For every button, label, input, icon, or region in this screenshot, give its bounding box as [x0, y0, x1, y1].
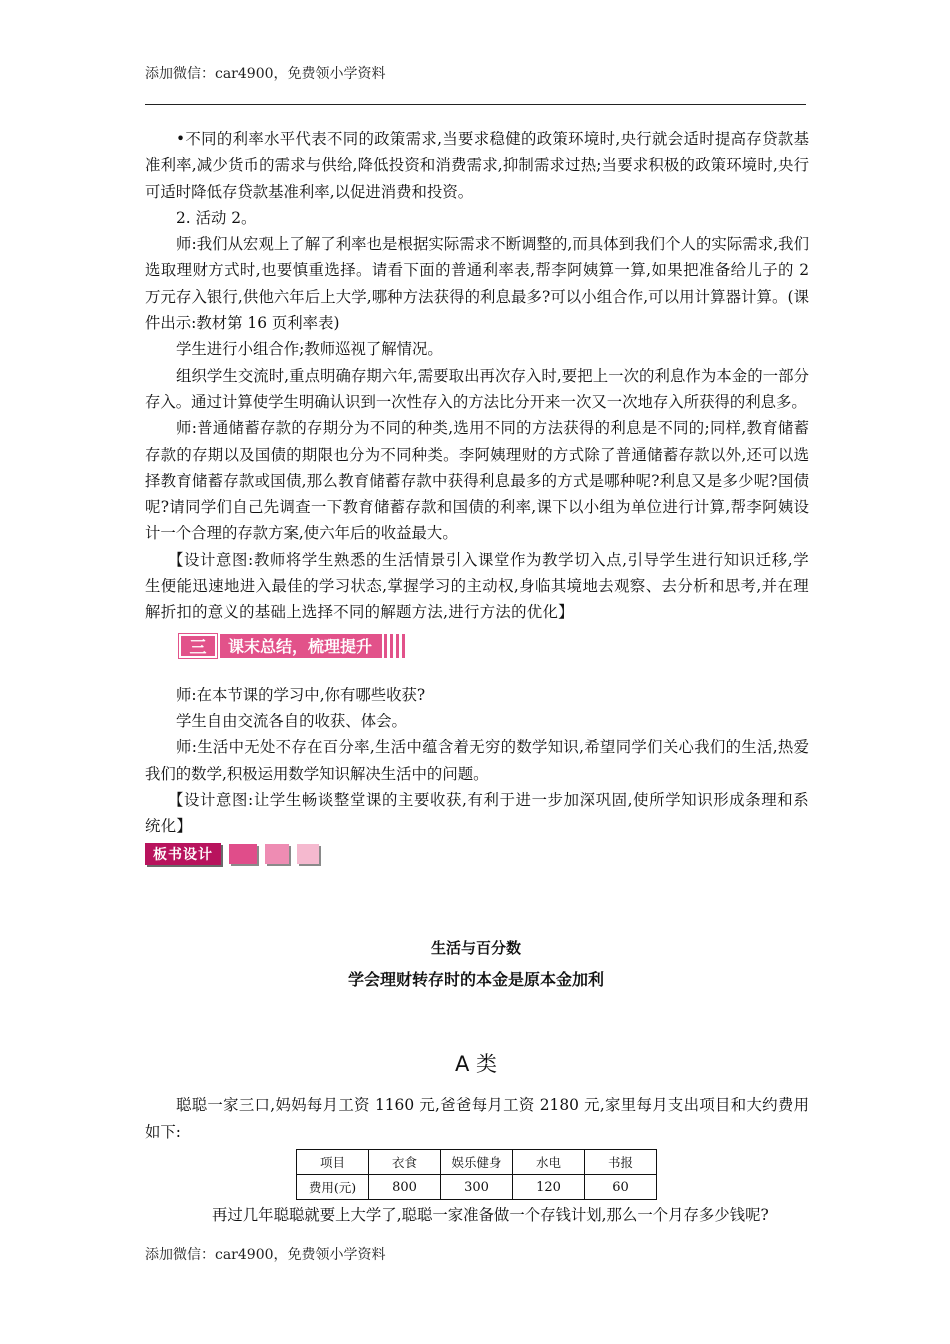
table-header-row — [297, 1150, 657, 1175]
table-header-cell: 衣食 — [369, 1150, 441, 1175]
section-banner — [179, 634, 809, 658]
design-intent-note: 【设计意图:教师将学生熟悉的生活情景引入课堂作为教学切入点,引导学生进行知识迁移,学生便能迅速地进入最佳的学习状态,掌握学习的主动权,身临其境地去观察、去分析和思考,并在理解折扣的意义的基础上选择不同的解题方法,进行方法的优化】 — [145, 550, 809, 622]
table-cell: 60 — [585, 1175, 657, 1200]
table-row — [297, 1175, 657, 1200]
page-footer: 添加微信：car4900，免费领小学资料 — [145, 1247, 386, 1263]
section-title: 课末总结，梳理提升 — [220, 634, 382, 658]
expense-table — [296, 1149, 657, 1200]
paragraph: •不同的利率水平代表不同的政策需求,当要求稳健的政策环境时,央行就会适时提高存贷款基准利率,减少货币的需求与供给,降低投资和消费需求,抑制需求过热;当要求积极的政策环境时,央行可适时降低存贷款基准利率,以促进消费和投资。 — [145, 130, 809, 201]
table-header-cell: 水电 — [513, 1150, 585, 1175]
board-design-banner — [145, 843, 809, 865]
banner-block — [229, 844, 257, 864]
paragraph: 学生进行小组合作;教师巡视了解情况。 — [176, 340, 443, 359]
exercise-question: 再过几年聪聪就要上大学了,聪聪一家准备做一个存钱计划,那么一个月存多少钱呢? — [212, 1206, 769, 1225]
header-divider — [145, 104, 806, 105]
paragraph: 组织学生交流时,重点明确存期六年,需要取出再次存入时,要把上一次的利息作为本金的一部分存入。通过计算使学生明确认识到一次性存入的方法比分开来一次又一次地存入所获得的利息多。 — [145, 366, 809, 411]
page-content — [145, 126, 809, 1228]
board-title: 生活与百分数 — [430, 939, 521, 958]
table-cell: 120 — [513, 1175, 585, 1200]
banner-block — [297, 844, 319, 864]
exercise-intro: 聪聪一家三口,妈妈每月工资 1160 元,爸爸每月工资 2180 元,家里每月支出项目和大约费用如下: — [145, 1096, 809, 1141]
paragraph: 师:在本节课的学习中,你有哪些收获? — [176, 685, 426, 704]
table-cell: 费用(元) — [297, 1175, 369, 1200]
paragraph: 2. 活动 2。 — [176, 208, 257, 227]
section-number: 三 — [179, 634, 217, 658]
board-subtitle: 学会理财转存时的本金是原本金加利 — [347, 970, 604, 990]
paragraph: 师:普通储蓄存款的存期分为不同的种类,选用不同的方法获得的利息是不同的;同样,教育储蓄存款的存期以及国债的期限也分为不同种类。李阿姨理财的方式除了普通储蓄存款以外,还可以选择教育储蓄存款或国债,那么教育储蓄存款中获得利息最多的方式是哪种呢?利息又是多少呢?国债呢?请同学们自己先调查一下教育储蓄存款和国债的利率,课下以小组为单位进行计算,帮李阿姨设计一个合理的存款方案,使六年后的收益最大。 — [145, 419, 809, 543]
table-header-cell: 娱乐健身 — [441, 1150, 513, 1175]
table-cell: 800 — [369, 1175, 441, 1200]
page-header: 添加微信：car4900，免费领小学资料 — [145, 66, 386, 82]
table-cell: 300 — [441, 1175, 513, 1200]
banner-block — [265, 844, 289, 864]
table-header-cell: 项目 — [297, 1150, 369, 1175]
banner-stripes — [384, 634, 408, 658]
board-design-label: 板书设计 — [145, 843, 221, 865]
design-intent-note: 【设计意图:让学生畅谈整堂课的主要收获,有利于进一步加深巩固,使所学知识形成条理和系统化】 — [145, 790, 809, 836]
paragraph: 师:生活中无处不存在百分率,生活中蕴含着无穷的数学知识,希望同学们关心我们的生活,热爱我们的数学,积极运用数学知识解决生活中的问题。 — [145, 738, 809, 783]
paragraph: 学生自由交流各自的收获、体会。 — [176, 711, 407, 730]
exercise-category: A 类 — [454, 1052, 498, 1077]
paragraph: 师:我们从宏观上了解了利率也是根据实际需求不断调整的,而具体到我们个人的实际需求,我们选取理财方式时,也要慎重选择。请看下面的普通利率表,帮李阿姨算一算,如果把准备给儿子的 2 万元存入银行,供他六年后上大学,哪种方法获得的利息最多?可以小组合作,可以用计算器计算。(课件出示:教材第 16 页利率表) — [145, 235, 809, 333]
table-header-cell: 书报 — [585, 1150, 657, 1175]
